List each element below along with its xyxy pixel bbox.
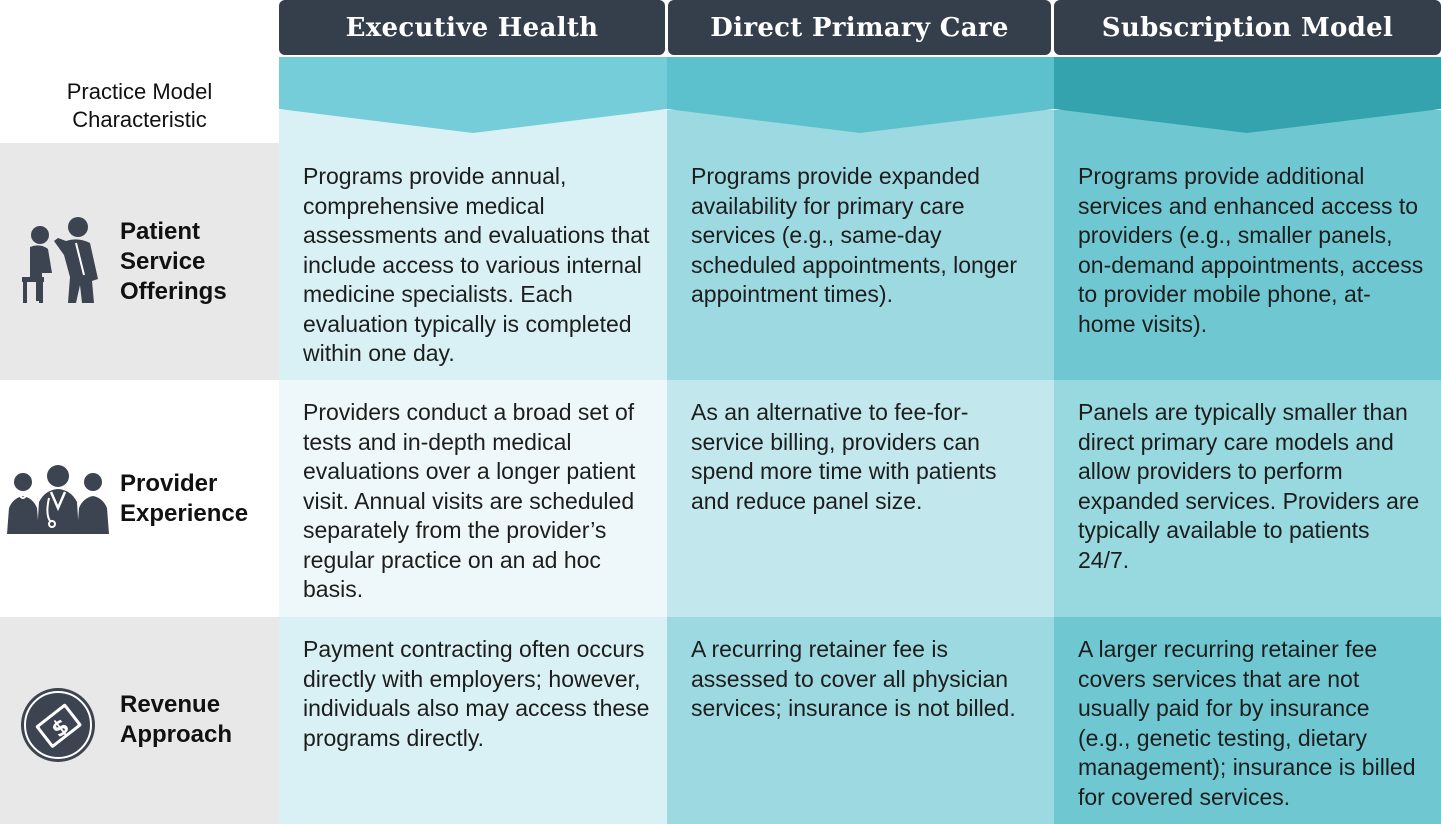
row-label-patient-service-offerings xyxy=(120,217,227,307)
column-header-direct-primary-care: Direct Primary Care xyxy=(668,0,1051,55)
svg-text:$: $ xyxy=(47,713,75,744)
row-label-line: Experience xyxy=(120,500,249,527)
corner-label xyxy=(0,78,279,134)
cell-executive-health-patient-service: Programs provide annual, comprehensive medical assessments and evaluations that include access to various internal medicine specialists. Each evaluation typically is completed within one day. xyxy=(279,110,667,380)
row-label-line: Offerings xyxy=(120,278,227,305)
corner-label-line-2: Characteristic xyxy=(72,107,207,132)
medical-team-icon xyxy=(5,464,111,534)
cell-executive-health-revenue-approach: Payment contracting often occurs directly with employers; however, individuals also may access these programs directly. xyxy=(279,617,667,824)
row-label-provider-experience xyxy=(120,469,248,529)
row-label-line: Approach xyxy=(120,721,233,748)
cell-executive-health-provider-experience: Providers conduct a broad set of tests and in-depth medical evaluations over a longer patient visit. Annual visits are scheduled separately from the provider’s regular practice on an ad hoc basis. xyxy=(279,380,667,617)
chevron-executive-health xyxy=(279,57,667,133)
column-header-subscription-model: Subscription Model xyxy=(1054,0,1441,55)
row-label-line: Revenue xyxy=(120,691,221,718)
column-header-executive-health: Executive Health xyxy=(279,0,665,55)
cell-direct-primary-care-provider-experience: As an alternative to fee-for-service billing, providers can spend more time with patients and reduce panel size. xyxy=(667,380,1054,617)
row-label-line: Service xyxy=(120,248,206,275)
chevron-subscription-model xyxy=(1054,57,1441,133)
header-chevron-band xyxy=(279,57,1441,137)
cell-direct-primary-care-patient-service: Programs provide expanded availability for primary care services (e.g., same-day scheduled appointments, longer appointment times). xyxy=(667,110,1054,380)
row-label-line: Provider xyxy=(120,470,218,497)
cell-subscription-model-provider-experience: Panels are typically smaller than direct primary care models and allow providers to perform expanded services. Providers are typically available to patients 24/7. xyxy=(1054,380,1441,617)
cell-subscription-model-patient-service: Programs provide additional services and enhanced access to providers (e.g., smaller panels, on-demand appointments, access to provider mobile phone, at-home visits). xyxy=(1054,110,1441,380)
chevron-direct-primary-care xyxy=(667,57,1054,133)
row-label-revenue-approach xyxy=(120,690,232,750)
row-label-line: Patient xyxy=(120,218,201,245)
doctor-patient-exam-icon xyxy=(18,215,110,307)
corner-label-line-1: Practice Model xyxy=(66,79,213,104)
cell-direct-primary-care-revenue-approach: A recurring retainer fee is assessed to cover all physician services; insurance is not billed. xyxy=(667,617,1054,824)
cell-subscription-model-revenue-approach: A larger recurring retainer fee covers services that are not usually paid for by insurance (e.g., genetic testing, dietary management); insurance is billed for covered services. xyxy=(1054,617,1441,824)
dollar-bill-icon xyxy=(19,686,97,764)
